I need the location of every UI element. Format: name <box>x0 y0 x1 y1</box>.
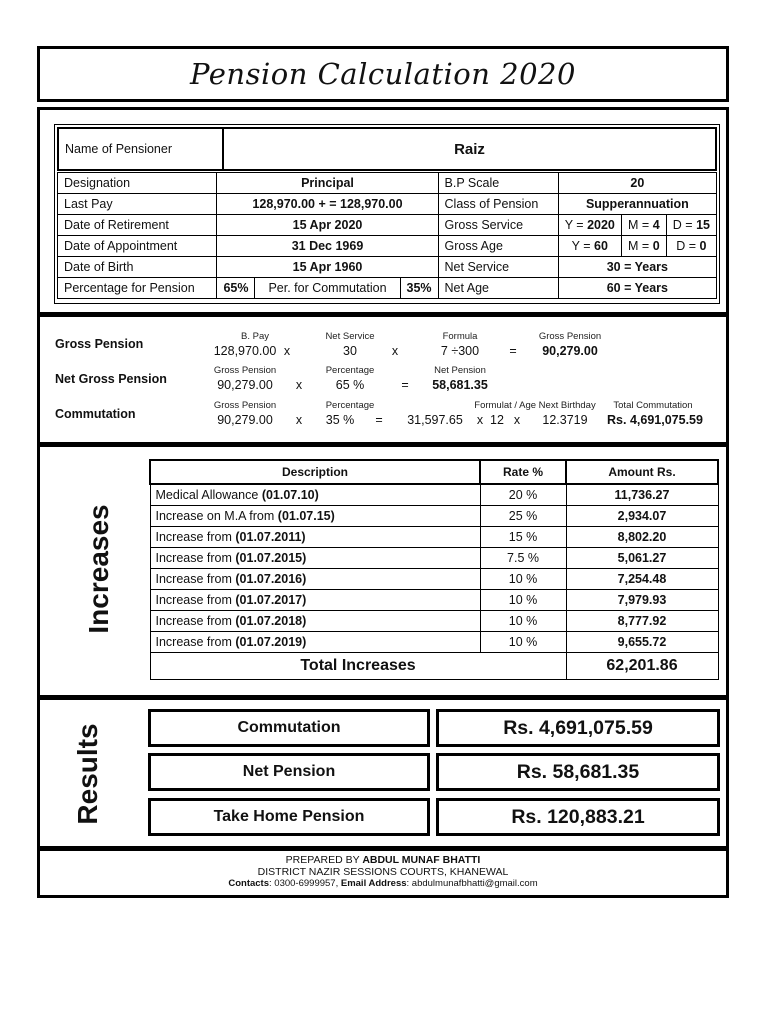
prepared-by: PREPARED BY ABDUL MUNAF BHATTI <box>285 854 481 866</box>
table-row <box>150 569 718 590</box>
bps-value: 20 <box>558 173 716 194</box>
cm-amount: 31,597.65 <box>407 413 463 427</box>
ng-head-percentage: Percentage <box>325 365 375 376</box>
title-panel <box>37 46 729 102</box>
gp-head-bpay: B. Pay <box>241 331 269 342</box>
row-amount: 7,979.93 <box>566 590 718 611</box>
row-amount: 2,934.07 <box>566 506 718 527</box>
results-side-label: Results <box>72 723 103 825</box>
table-row <box>150 590 718 611</box>
table-row <box>58 194 717 215</box>
total-increases-value: 62,201.86 <box>566 653 718 680</box>
gp-netservice: 30 <box>343 344 357 358</box>
net-service-value: 30 = Years <box>558 257 716 278</box>
birth-value: 15 Apr 1960 <box>217 257 438 278</box>
cm-months: 12 <box>490 413 504 427</box>
ng-op2: = <box>401 378 409 392</box>
row-description: Medical Allowance (01.07.10) <box>150 484 480 506</box>
row-rate: 7.5 % <box>480 548 566 569</box>
take-home-value: Rs. 120,883.21 <box>436 798 720 836</box>
gross-service-years: Y = 2020 <box>558 215 621 236</box>
col-rate: Rate % <box>480 460 566 484</box>
footer-panel <box>37 848 729 898</box>
class-value: Supperannuation <box>558 194 716 215</box>
cm-head-percentage: Percentage <box>325 400 375 411</box>
cm-op1: x <box>295 413 303 427</box>
gross-service-months: M = 4 <box>621 215 666 236</box>
ng-netpension: 58,681.35 <box>432 378 488 392</box>
gp-gross: 90,279.00 <box>542 344 598 358</box>
birth-label: Date of Birth <box>58 257 217 278</box>
gross-age-days: D = 0 <box>666 236 716 257</box>
ng-percentage: 65 % <box>335 378 365 392</box>
retirement-value: 15 Apr 2020 <box>217 215 438 236</box>
table-row <box>58 257 717 278</box>
table-row <box>150 611 718 632</box>
table-row <box>150 484 718 506</box>
gross-service-days: D = 15 <box>666 215 716 236</box>
page-title: Pension Calculation 2020 <box>190 57 576 91</box>
row-rate: 10 % <box>480 632 566 653</box>
pensioner-info-panel <box>37 107 729 315</box>
row-amount: 8,802.20 <box>566 527 718 548</box>
appointment-value: 31 Dec 1969 <box>217 236 438 257</box>
net-age-label: Net Age <box>438 278 558 299</box>
row-description: Increase from (01.07.2019) <box>150 632 480 653</box>
gp-head-netservice: Net Service <box>325 331 375 342</box>
gp-op3: = <box>509 344 517 358</box>
pct-pension-value: 65% <box>217 278 255 299</box>
class-label: Class of Pension <box>438 194 558 215</box>
cm-head-gross: Gross Pension <box>213 400 277 411</box>
details-table <box>57 172 717 299</box>
cm-percentage: 35 % <box>325 413 355 427</box>
cm-head-formula: Formulat / Age Next Birthday <box>474 400 596 411</box>
row-amount: 11,736.27 <box>566 484 718 506</box>
cm-head-total: Total Commutation <box>613 400 693 411</box>
row-description: Increase from (01.07.2015) <box>150 548 480 569</box>
gross-service-label: Gross Service <box>438 215 558 236</box>
net-service-label: Net Service <box>438 257 558 278</box>
table-row <box>150 527 718 548</box>
pct-pension-label: Percentage for Pension <box>58 278 217 299</box>
gross-age-months: M = 0 <box>621 236 666 257</box>
row-rate: 15 % <box>480 527 566 548</box>
cm-gross: 90,279.00 <box>217 413 273 427</box>
commutation-result-label: Commutation <box>148 709 430 747</box>
name-value: Raiz <box>223 128 716 170</box>
table-row <box>58 236 717 257</box>
contact-line: Contacts: 0300-6999957, Email Address: abdulmunafbhatti@gmail.com <box>228 878 538 889</box>
row-rate: 25 % <box>480 506 566 527</box>
gp-head-formula: Formula <box>442 331 478 342</box>
row-amount: 7,254.48 <box>566 569 718 590</box>
row-description: Increase from (01.07.2018) <box>150 611 480 632</box>
row-rate: 10 % <box>480 590 566 611</box>
table-row <box>150 632 718 653</box>
gross-age-years: Y = 60 <box>558 236 621 257</box>
pct-comm-label: Per. for Commutation <box>255 278 400 299</box>
take-home-label: Take Home Pension <box>148 798 430 836</box>
table-row <box>58 278 717 299</box>
name-table <box>57 127 717 171</box>
net-age-value: 60 = Years <box>558 278 716 299</box>
gp-head-gross: Gross Pension <box>538 331 602 342</box>
row-amount: 8,777.92 <box>566 611 718 632</box>
net-gross-label: Net Gross Pension <box>55 372 167 386</box>
row-rate: 10 % <box>480 611 566 632</box>
appointment-label: Date of Appointment <box>58 236 217 257</box>
row-amount: 9,655.72 <box>566 632 718 653</box>
cm-op4: x <box>513 413 521 427</box>
gp-formula: 7 ÷300 <box>440 344 480 358</box>
pct-comm-value: 35% <box>400 278 438 299</box>
lastpay-value: 128,970.00 + = 128,970.00 <box>217 194 438 215</box>
designation-label: Designation <box>58 173 217 194</box>
row-description: Increase on M.A from (01.07.15) <box>150 506 480 527</box>
cm-total: Rs. 4,691,075.59 <box>607 413 703 427</box>
row-rate: 20 % <box>480 484 566 506</box>
increases-panel <box>37 444 729 698</box>
commutation-label: Commutation <box>55 407 136 421</box>
row-rate: 10 % <box>480 569 566 590</box>
col-description: Description <box>150 460 480 484</box>
calculation-panel <box>37 314 729 445</box>
net-pension-label: Net Pension <box>148 753 430 791</box>
gross-age-label: Gross Age <box>438 236 558 257</box>
gp-bpay: 128,970.00 <box>213 344 277 358</box>
commutation-result-value: Rs. 4,691,075.59 <box>436 709 720 747</box>
cm-op2: = <box>375 413 383 427</box>
cm-factor: 12.3719 <box>542 413 588 427</box>
results-panel <box>37 697 729 849</box>
table-row <box>58 215 717 236</box>
increases-table <box>149 459 719 680</box>
ng-op1: x <box>295 378 303 392</box>
total-increases-label: Total Increases <box>150 653 566 680</box>
row-description: Increase from (01.07.2011) <box>150 527 480 548</box>
name-label: Name of Pensioner <box>58 128 223 170</box>
col-amount: Amount Rs. <box>566 460 718 484</box>
table-row <box>150 506 718 527</box>
cm-op3: x <box>476 413 484 427</box>
table-row <box>58 173 717 194</box>
ng-head-gross: Gross Pension <box>213 365 277 376</box>
office-line: DISTRICT NAZIR SESSIONS COURTS, KHANEWAL <box>257 866 509 878</box>
table-row <box>150 548 718 569</box>
row-description: Increase from (01.07.2016) <box>150 569 480 590</box>
total-row <box>150 653 718 680</box>
ng-gross: 90,279.00 <box>217 378 273 392</box>
table-header <box>150 460 718 484</box>
bps-label: B.P Scale <box>438 173 558 194</box>
designation-value: Principal <box>217 173 438 194</box>
ng-head-netpension: Net Pension <box>434 365 486 376</box>
row-description: Increase from (01.07.2017) <box>150 590 480 611</box>
gp-op2: x <box>391 344 399 358</box>
lastpay-label: Last Pay <box>58 194 217 215</box>
increases-side-label: Increases <box>83 504 114 634</box>
gp-op1: x <box>283 344 291 358</box>
net-pension-value: Rs. 58,681.35 <box>436 753 720 791</box>
gross-pension-label: Gross Pension <box>55 337 144 351</box>
row-amount: 5,061.27 <box>566 548 718 569</box>
retirement-label: Date of Retirement <box>58 215 217 236</box>
